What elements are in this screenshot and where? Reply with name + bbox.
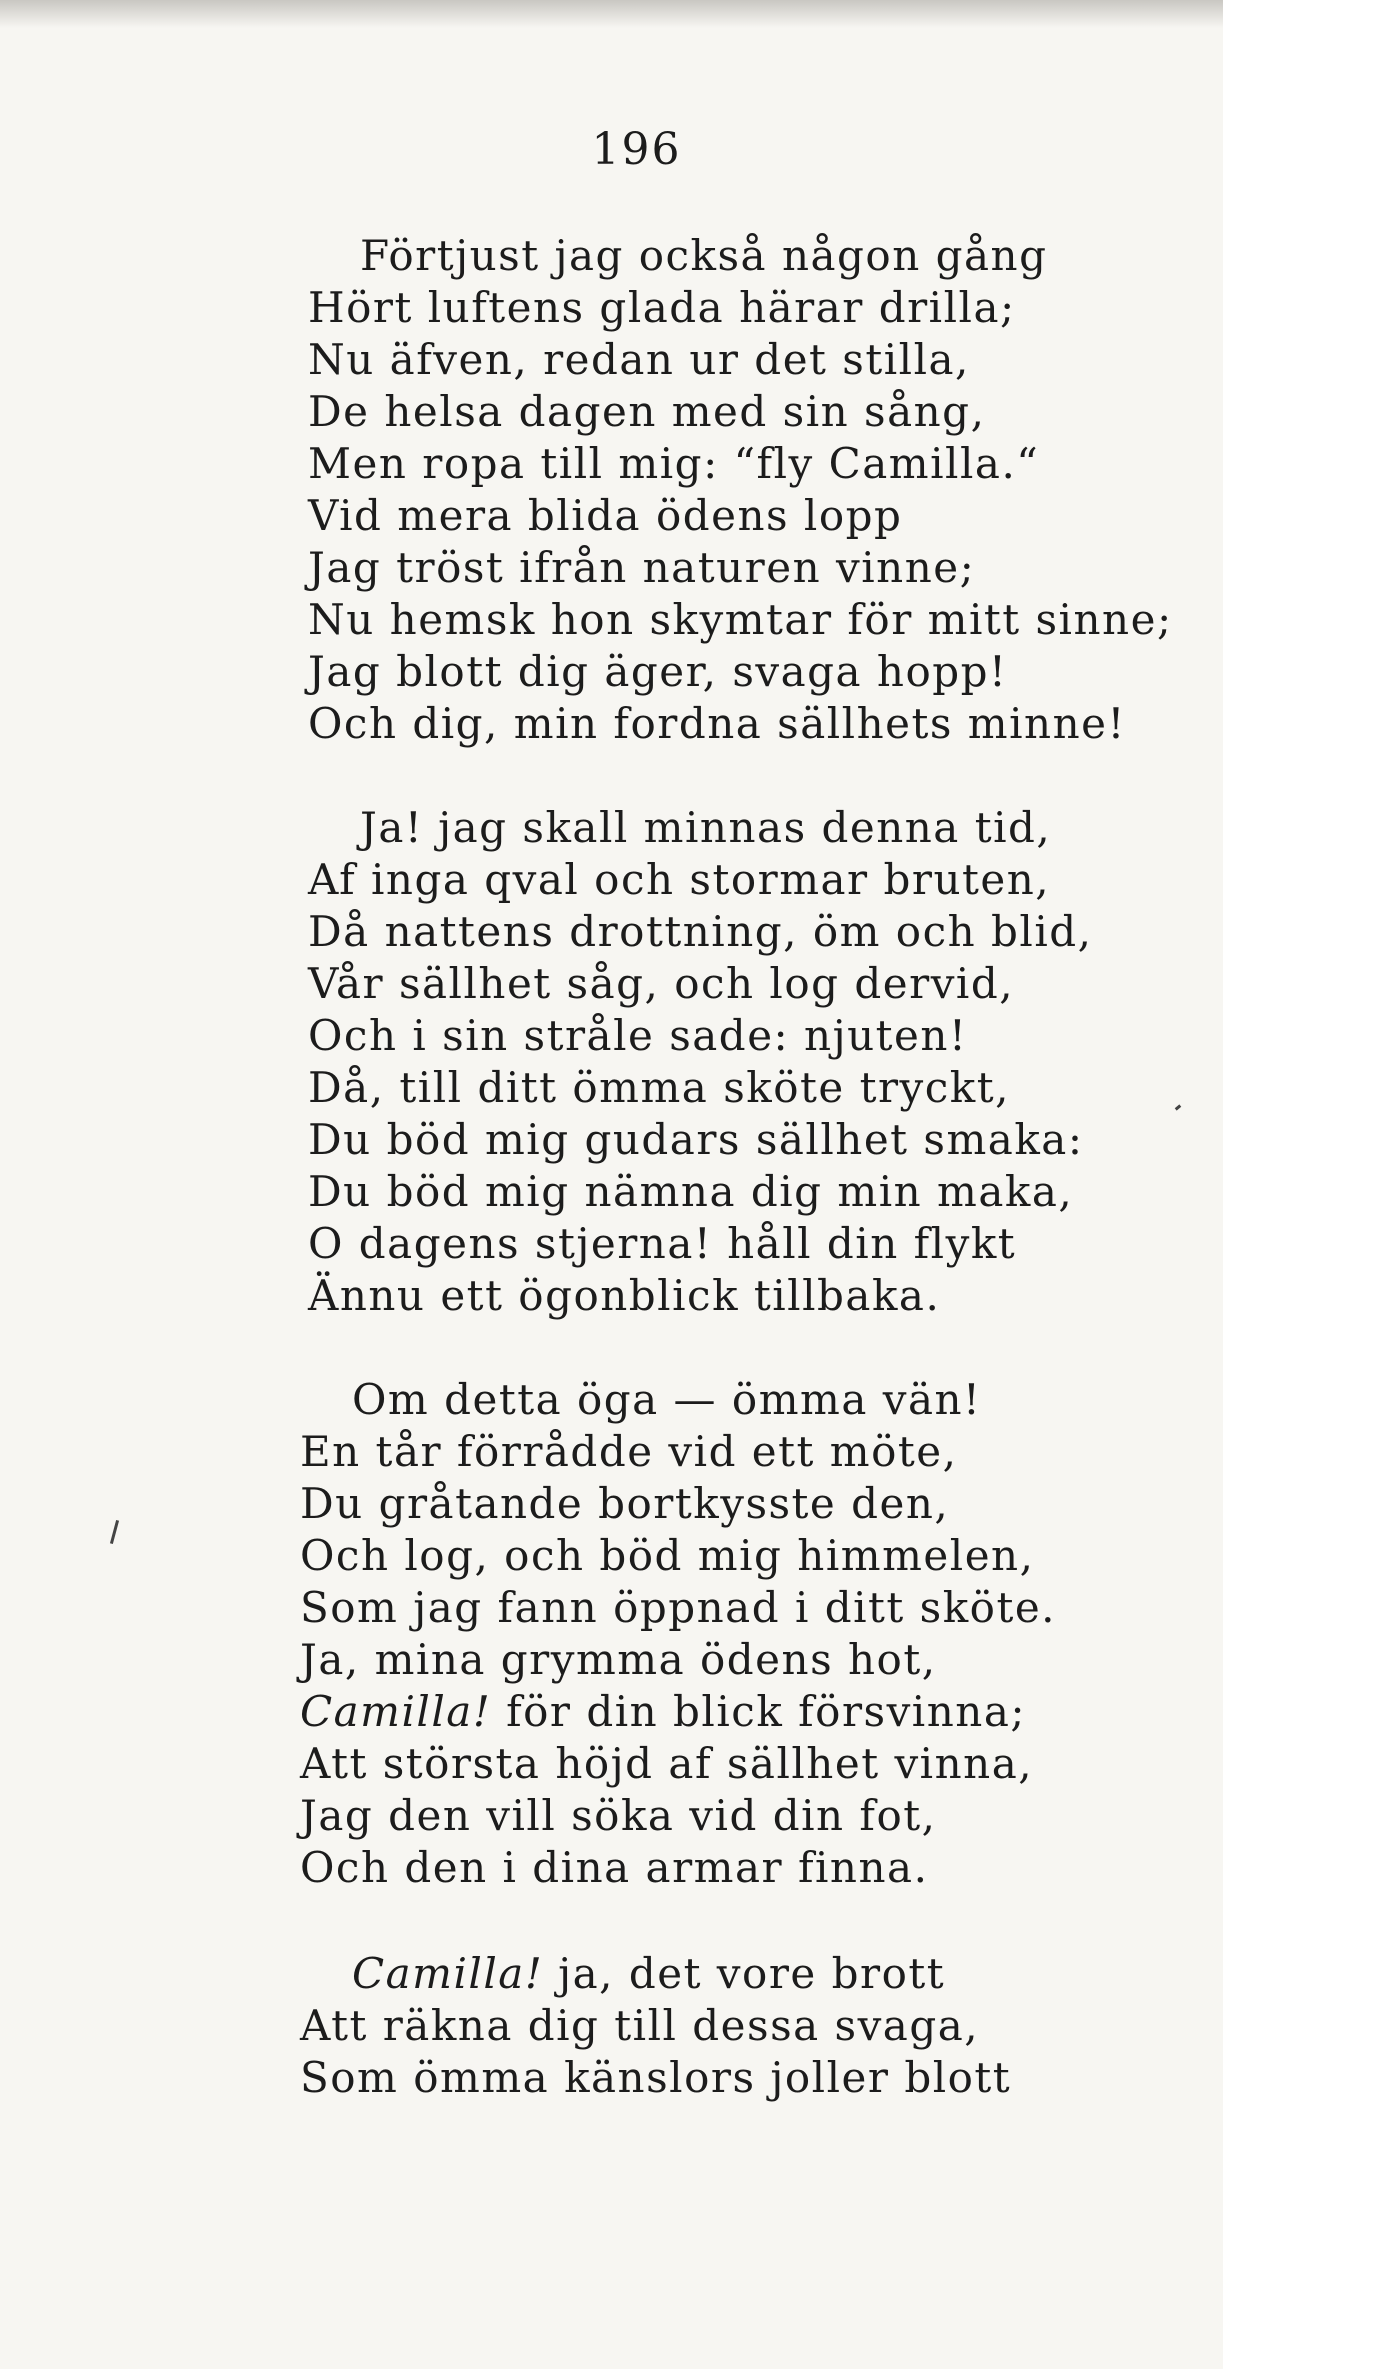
verse-line <box>300 1948 1011 2000</box>
verse-line-text: De helsa dagen med sin sång, <box>308 387 986 436</box>
verse-line <box>308 958 1093 1010</box>
verse-line <box>308 1166 1093 1218</box>
verse-line <box>308 854 1093 906</box>
stanza-3 <box>300 1374 1056 1894</box>
verse-line-text: Då nattens drottning, öm och blid, <box>308 907 1093 956</box>
page-number: 196 <box>591 124 682 175</box>
verse-line-text: Som jag fann öppnad i ditt sköte. <box>300 1583 1057 1632</box>
verse-line <box>308 646 1173 698</box>
verse-line <box>308 282 1173 334</box>
ink-speck <box>1175 1104 1182 1110</box>
stanza-2 <box>308 802 1093 1322</box>
verse-line-italic-name: Camilla! <box>352 1949 544 1998</box>
verse-line-text: Jag blott dig äger, svaga hopp! <box>308 647 1008 696</box>
verse-line <box>300 1374 1056 1426</box>
verse-line-text: Du böd mig nämna dig min maka, <box>308 1167 1074 1216</box>
verse-line <box>308 490 1173 542</box>
verse-line-text: En tår förrådde vid ett möte, <box>300 1427 958 1476</box>
verse-line-text: Om detta öga — ömma vän! <box>352 1375 982 1424</box>
verse-line <box>308 1114 1093 1166</box>
verse-line-text: Förtjust jag också någon gång <box>360 231 1048 280</box>
verse-line-text: för din blick försvinna; <box>491 1687 1027 1736</box>
verse-line-text: Men ropa till mig: “fly Camilla.“ <box>308 439 1040 488</box>
verse-line <box>308 386 1173 438</box>
verse-line <box>308 542 1173 594</box>
verse-line-text: Och den i dina armar finna. <box>300 1843 929 1892</box>
verse-line <box>308 1270 1093 1322</box>
verse-line-text: Och log, och böd mig himmelen, <box>300 1531 1035 1580</box>
verse-line <box>300 1426 1056 1478</box>
verse-line-text: Då, till ditt ömma sköte tryckt, <box>308 1063 1010 1112</box>
verse-line <box>308 594 1173 646</box>
verse-line-text: Ja! jag skall minnas denna tid, <box>360 803 1052 852</box>
verse-line <box>308 334 1173 386</box>
verse-line <box>308 802 1093 854</box>
verse-line-text: Jag den vill söka vid din fot, <box>300 1791 937 1840</box>
verse-line-text: Nu äfven, redan ur det stilla, <box>308 335 970 384</box>
verse-line <box>308 1010 1093 1062</box>
verse-line <box>300 2000 1011 2052</box>
verse-line-text: Som ömma känslors joller blott <box>300 2053 1012 2102</box>
verse-line-text: O dagens stjerna! håll din flykt <box>308 1219 1017 1268</box>
verse-line <box>308 438 1173 490</box>
verse-line-text: Vid mera blida ödens lopp <box>308 491 903 540</box>
page-edge-shadow <box>0 0 1223 28</box>
verse-line-text: Ännu ett ögonblick tillbaka. <box>308 1271 941 1320</box>
verse-line <box>300 1530 1056 1582</box>
verse-line <box>300 2052 1011 2104</box>
verse-line <box>308 1218 1093 1270</box>
verse-line <box>300 1738 1056 1790</box>
verse-line-text: Ja, mina grymma ödens hot, <box>300 1635 937 1684</box>
verse-line-text: Du gråtande bortkysste den, <box>300 1479 950 1528</box>
verse-line-italic-name: Camilla! <box>300 1687 492 1736</box>
verse-line-text: Hört luftens glada härar drilla; <box>308 283 1016 332</box>
verse-line <box>308 230 1173 282</box>
verse-line-text: Jag tröst ifrån naturen vinne; <box>308 543 976 592</box>
verse-line-text: Och i sin stråle sade: njuten! <box>308 1011 968 1060</box>
verse-line <box>308 906 1093 958</box>
verse-line-text: ja, det vore brott <box>543 1949 946 1998</box>
verse-line <box>300 1842 1056 1894</box>
verse-line <box>308 1062 1093 1114</box>
verse-line <box>300 1582 1056 1634</box>
verse-line-text: Af inga qval och stormar bruten, <box>308 855 1051 904</box>
verse-line <box>300 1634 1056 1686</box>
verse-line <box>300 1686 1056 1738</box>
verse-line-text: Vår sällhet såg, och log dervid, <box>308 959 1015 1008</box>
verse-line <box>300 1790 1056 1842</box>
verse-line-text: Att största höjd af sällhet vinna, <box>300 1739 1034 1788</box>
verse-line-text: Nu hemsk hon skymtar för mitt sinne; <box>308 595 1173 644</box>
verse-line-text: Du böd mig gudars sällhet smaka: <box>308 1115 1084 1164</box>
verse-line-text: Att räkna dig till dessa svaga, <box>300 2001 980 2050</box>
verse-line <box>300 1478 1056 1530</box>
stanza-1 <box>308 230 1173 750</box>
ink-speck <box>110 1520 119 1544</box>
verse-line <box>308 698 1173 750</box>
stanza-4 <box>300 1948 1011 2104</box>
verse-line-text: Och dig, min fordna sällhets minne! <box>308 699 1126 748</box>
